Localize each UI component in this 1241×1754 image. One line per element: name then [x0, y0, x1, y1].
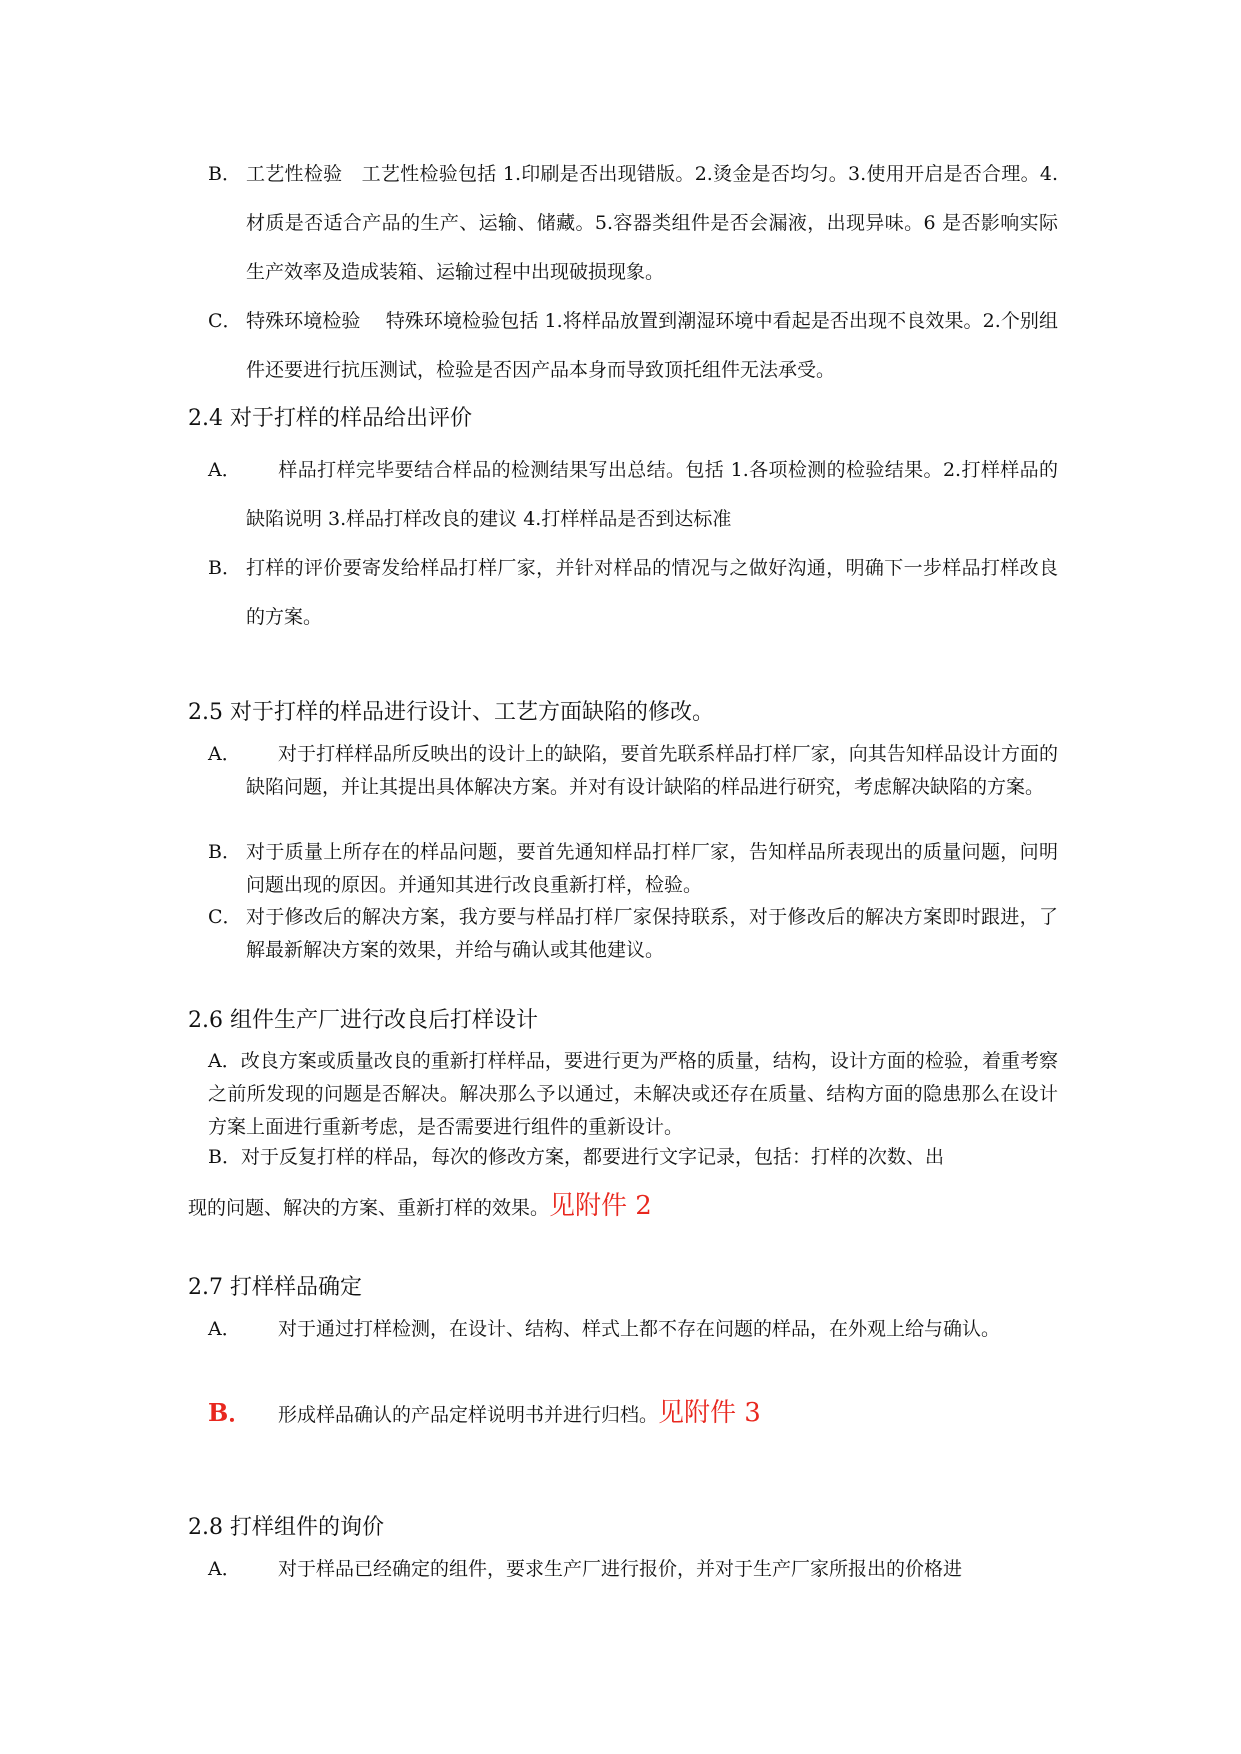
item-text: 打样的评价要寄发给样品打样厂家，并针对样品的情况与之做好沟通，明确下一步样品打样改良的方案。	[246, 557, 1058, 628]
section-heading-2-4: 2.4 对于打样的样品给出评价	[188, 406, 472, 431]
item-text: 对于反复打样的样品，每次的修改方案，都要进行文字记录，包括：打样的次数、出	[240, 1146, 944, 1168]
item-marker: A．	[208, 459, 241, 481]
section-heading-2-6: 2.6 组件生产厂进行改良后打样设计	[188, 1008, 538, 1033]
sec27-item-b	[208, 1393, 1058, 1435]
item-marker: A．	[208, 1050, 241, 1072]
sec24-item-b	[208, 544, 1058, 642]
sec24-item-a	[208, 446, 1058, 544]
item-text: 对于通过打样检测，在设计、结构、样式上都不存在问题的样品，在外观上给与确认。	[278, 1318, 1001, 1340]
item-marker: B．	[208, 1398, 253, 1427]
item-marker: B．	[208, 557, 241, 579]
item-text: 形成样品确认的产品定样说明书并进行归档。	[278, 1404, 659, 1426]
attachment-reference: 见附件 3	[658, 1398, 761, 1428]
item-text: 对于修改后的解决方案，我方要与样品打样厂家保持联系，对于修改后的解决方案即时跟进，了解最新解决方案的效果，并给与确认或其他建议。	[246, 906, 1058, 961]
item-marker: C．	[208, 310, 242, 332]
item-marker: A．	[208, 1318, 241, 1340]
item-text: 对于打样样品所反映出的设计上的缺陷，要首先联系样品打样厂家，向其告知样品设计方面的缺陷问题，并让其提出具体解决方案。并对有设计缺陷的样品进行研究，考虑解决缺陷的方案。	[246, 743, 1058, 798]
item-text-cont: 现的问题、解决的方案、重新打样的效果。	[188, 1197, 550, 1219]
sec27-item-a	[208, 1313, 1058, 1346]
attachment-reference: 见附件 2	[549, 1191, 652, 1221]
item-marker: A．	[208, 743, 241, 765]
item-text: 工艺性检验 工艺性检验包括 1.印刷是否出现错版。2.烫金是否均匀。3.使用开启是否合理。4.材质是否适合产品的生产、运输、储藏。5.容器类组件是否会漏液，出现异味。6 是否影响实际生产效率及造成装箱、运输过程中出现破损现象。	[246, 163, 1058, 283]
sec25-item-a	[208, 738, 1058, 804]
sec26-item-b	[188, 1133, 1058, 1233]
item-marker: C．	[208, 906, 242, 928]
item-marker: B．	[208, 841, 241, 863]
sec26-item-a	[208, 1045, 1058, 1144]
sec23-item-b	[208, 150, 1058, 297]
sec28-item-a	[208, 1553, 1058, 1586]
section-heading-2-7: 2.7 打样样品确定	[188, 1275, 362, 1300]
item-marker: B．	[208, 1146, 241, 1168]
item-text: 特殊环境检验 特殊环境检验包括 1.将样品放置到潮湿环境中看起是否出现不良效果。2.个别组件还要进行抗压测试，检验是否因产品本身而导致顶托组件无法承受。	[246, 310, 1058, 381]
item-text: 对于样品已经确定的组件，要求生产厂进行报价，并对于生产厂家所报出的价格进	[278, 1558, 963, 1580]
item-marker: A．	[208, 1558, 241, 1580]
item-text: 样品打样完毕要结合样品的检测结果写出总结。包括 1.各项检测的检验结果。2.打样样品的缺陷说明 3.样品打样改良的建议 4.打样样品是否到达标准	[246, 459, 1058, 530]
item-text: 对于质量上所存在的样品问题，要首先通知样品打样厂家，告知样品所表现出的质量问题，问明问题出现的原因。并通知其进行改良重新打样，检验。	[246, 841, 1058, 896]
item-marker: B．	[208, 163, 241, 185]
item-text: 改良方案或质量改良的重新打样样品，要进行更为严格的质量，结构，设计方面的检验，着重考察之前所发现的问题是否解决。解决那么予以通过，未解决或还存在质量、结构方面的隐患那么在设计方案上面进行重新考虑，是否需要进行组件的重新设计。	[208, 1050, 1058, 1138]
section-heading-2-5: 2.5 对于打样的样品进行设计、工艺方面缺陷的修改。	[188, 700, 714, 725]
section-heading-2-8: 2.8 打样组件的询价	[188, 1515, 384, 1540]
sec25-item-c	[208, 901, 1058, 967]
sec25-item-b	[208, 836, 1058, 902]
sec23-item-c	[208, 297, 1058, 395]
